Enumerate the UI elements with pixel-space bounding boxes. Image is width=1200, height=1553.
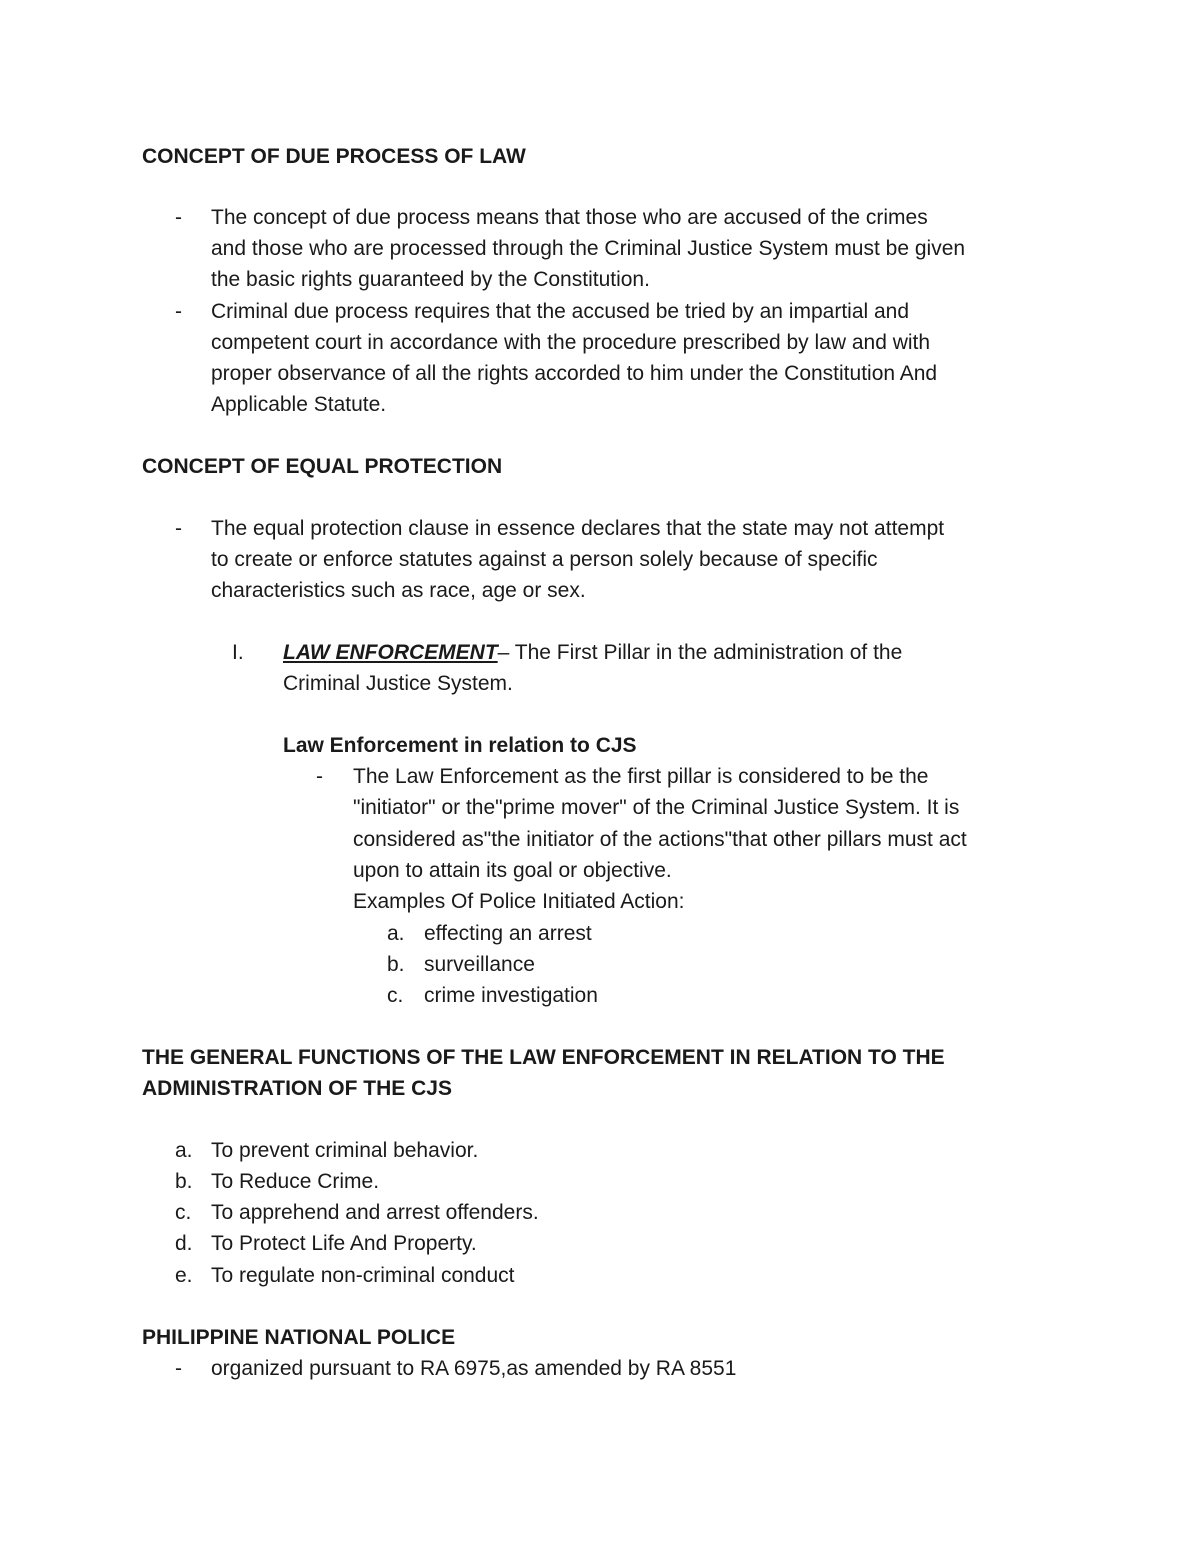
- dash-marker: -: [175, 517, 182, 540]
- bullet-line: competent court in accordance with the procedure prescribed by law and with: [211, 331, 931, 354]
- heading-equal-protection: CONCEPT OF EQUAL PROTECTION: [142, 455, 503, 478]
- list-item: To regulate non-criminal conduct: [211, 1264, 515, 1287]
- bullet-line: The Law Enforcement as the first pillar is considered to be the: [353, 765, 929, 788]
- bullet-line: Applicable Statute.: [211, 393, 387, 416]
- bullet-line: the basic rights guaranteed by the Constitution.: [211, 268, 650, 291]
- bullet-line: considered as"the initiator of the actions"that other pillars must act: [353, 828, 967, 851]
- heading-due-process: CONCEPT OF DUE PROCESS OF LAW: [142, 145, 526, 168]
- law-enforcement-title-line: [283, 637, 902, 668]
- dash-marker: -: [316, 765, 323, 788]
- list-item: To Protect Life And Property.: [211, 1232, 477, 1255]
- heading-pnp: PHILIPPINE NATIONAL POLICE: [142, 1326, 456, 1349]
- bullet-line: The equal protection clause in essence declares that the state may not attempt: [211, 517, 945, 540]
- list-item: crime investigation: [424, 984, 598, 1007]
- roman-marker: I.: [232, 641, 244, 664]
- examples-label: Examples Of Police Initiated Action:: [353, 890, 685, 913]
- list-marker: b.: [175, 1170, 193, 1193]
- list-item: surveillance: [424, 953, 535, 976]
- law-enforcement-title-rest: – The First Pillar in the administration of the: [497, 641, 903, 664]
- law-enforcement-subheading: Law Enforcement in relation to CJS: [283, 734, 637, 757]
- list-marker: c.: [175, 1201, 192, 1224]
- list-marker: e.: [175, 1264, 193, 1287]
- bullet-line: Criminal due process requires that the accused be tried by an impartial and: [211, 300, 910, 323]
- bullet-line: to create or enforce statutes against a person solely because of specific: [211, 548, 878, 571]
- dash-marker: -: [175, 1357, 182, 1380]
- bullet-line: upon to attain its goal or objective.: [353, 859, 672, 882]
- list-marker: c.: [387, 984, 404, 1007]
- list-item: To Reduce Crime.: [211, 1170, 380, 1193]
- bullet-line: The concept of due process means that those who are accused of the crimes: [211, 206, 928, 229]
- law-enforcement-title: LAW ENFORCEMENT: [283, 641, 498, 664]
- list-item: effecting an arrest: [424, 922, 592, 945]
- dash-marker: -: [175, 206, 182, 229]
- list-item: To prevent criminal behavior.: [211, 1139, 479, 1162]
- heading-general-functions-line1: THE GENERAL FUNCTIONS OF THE LAW ENFORCEMENT IN RELATION TO THE: [142, 1046, 945, 1069]
- bullet-line: "initiator" or the"prime mover" of the Criminal Justice System. It is: [353, 796, 960, 819]
- bullet-line: characteristics such as race, age or sex.: [211, 579, 586, 602]
- bullet-line: proper observance of all the rights accorded to him under the Constitution And: [211, 362, 938, 385]
- dash-marker: -: [175, 300, 182, 323]
- bullet-line: organized pursuant to RA 6975,as amended by RA 8551: [211, 1357, 737, 1380]
- law-enforcement-title-line2: Criminal Justice System.: [283, 672, 513, 695]
- list-item: To apprehend and arrest offenders.: [211, 1201, 539, 1224]
- list-marker: a.: [387, 922, 405, 945]
- list-marker: a.: [175, 1139, 193, 1162]
- bullet-line: and those who are processed through the Criminal Justice System must be given: [211, 237, 966, 260]
- list-marker: d.: [175, 1232, 193, 1255]
- heading-general-functions-line2: ADMINISTRATION OF THE CJS: [142, 1077, 452, 1100]
- list-marker: b.: [387, 953, 405, 976]
